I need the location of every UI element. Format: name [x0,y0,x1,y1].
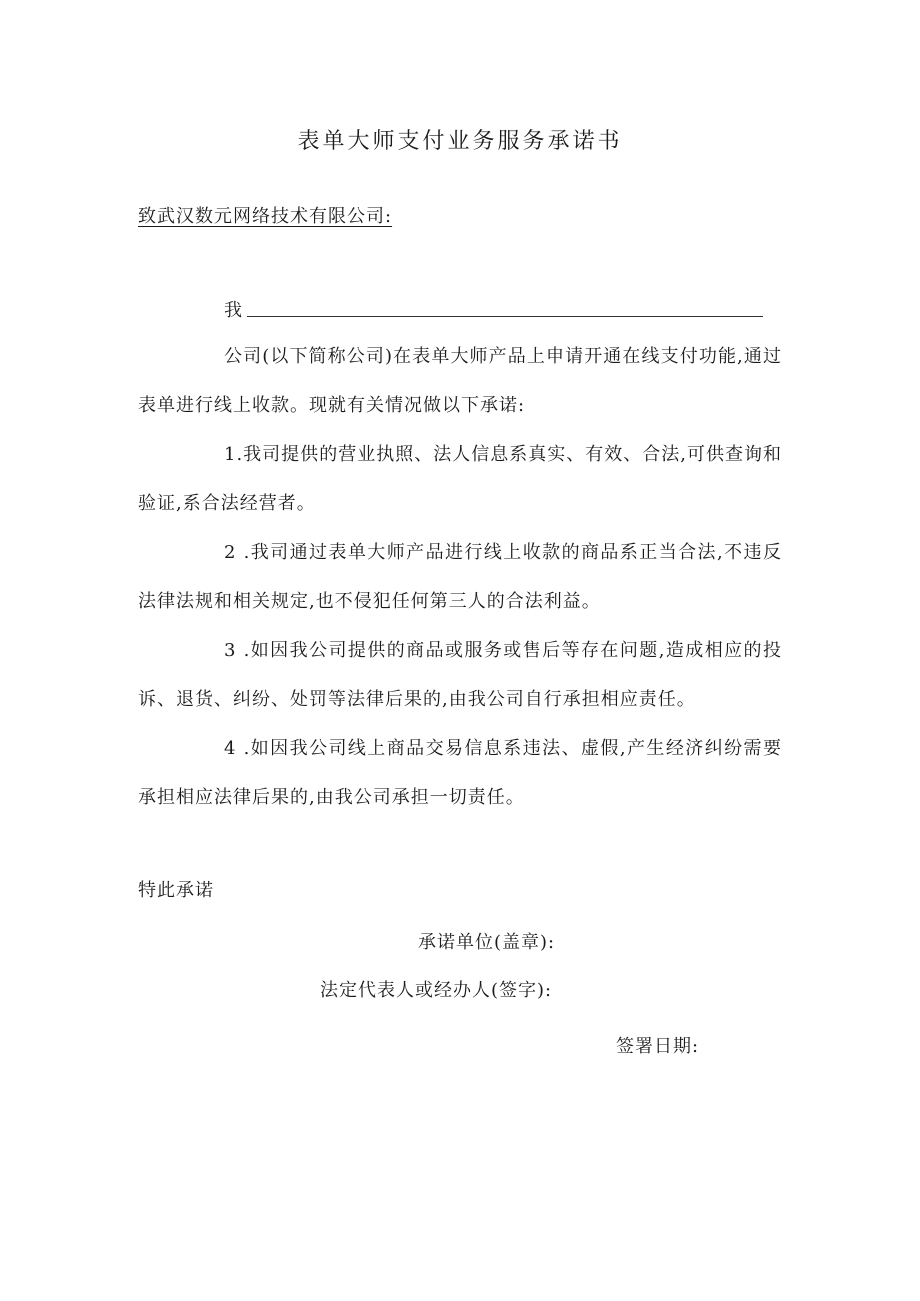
closing-statement: 特此承诺 [138,880,214,901]
addressee-line: 致武汉数元网络技术有限公司: [138,206,393,227]
company-name-blank[interactable] [247,316,763,317]
commitment-item-4: 4 .如因我公司线上商品交易信息系违法、虚假,产生经济纠纷需要承担相应法律后果的,由我公司承担一切责任。 [138,738,782,808]
signature-rep-label: 法定代表人或经办人(签字): [320,980,553,1001]
signature-date-label: 签署日期: [616,1036,700,1057]
commitment-item-3: 3 .如因我公司提供的商品或服务或售后等存在问题,造成相应的投诉、退货、纠纷、处罚等法律后果的,由我公司自行承担相应责任。 [138,640,782,710]
commitment-item-1: 1.我司提供的营业执照、法人信息系真实、有效、合法,可供查询和验证,系合法经营者。 [138,444,782,514]
company-name-prefix: 我 [224,300,242,321]
intro-paragraph: 公司(以下简称公司)在表单大师产品上申请开通在线支付功能,通过表单进行线上收款。现就有关情况做以下承诺: [138,346,782,416]
document-title: 表单大师支付业务服务承诺书 [297,129,623,154]
signature-unit-label: 承诺单位(盖章): [418,932,556,953]
commitment-item-2: 2 .我司通过表单大师产品进行线上收款的商品系正当合法,不违反法律法规和相关规定,也不侵犯任何第三人的合法利益。 [138,542,782,612]
